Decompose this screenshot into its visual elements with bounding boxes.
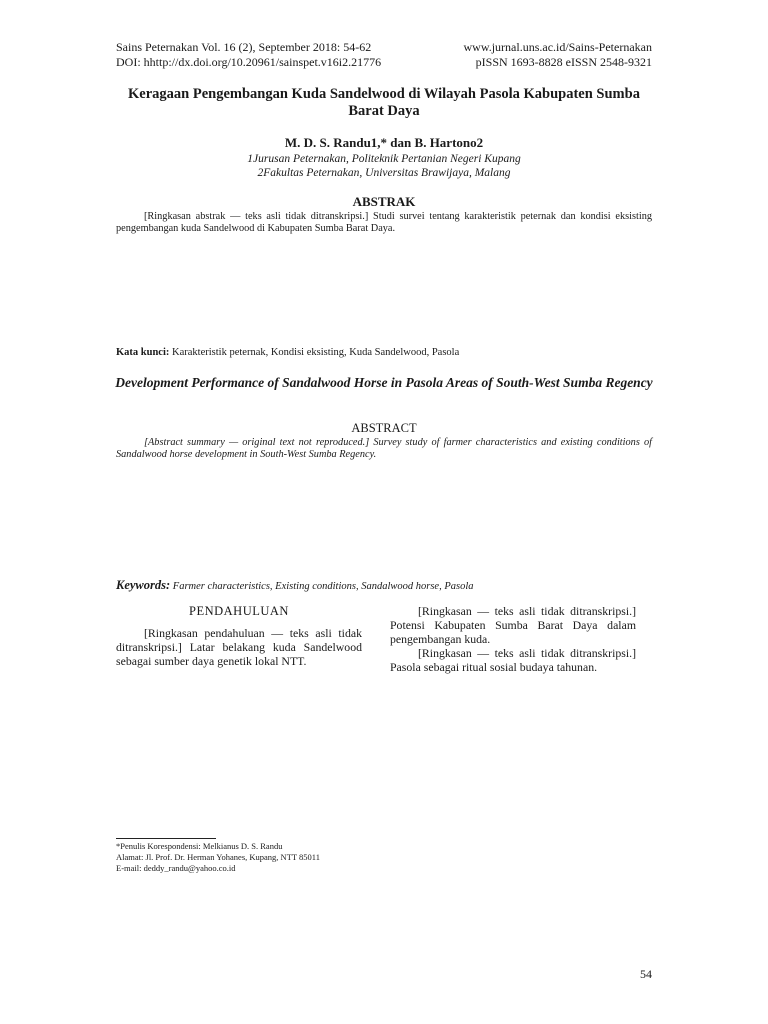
affiliation-1: 1Jurusan Peternakan, Politeknik Pertanian Negeri Kupang xyxy=(247,153,521,165)
journal-header xyxy=(116,40,652,70)
left-column xyxy=(116,604,362,668)
kata-kunci xyxy=(116,347,652,358)
doi[interactable]: DOI: hhttp://dx.doi.org/10.20961/sainspet.v16i2.21776 xyxy=(116,55,382,69)
kata-kunci-text: Karakteristik peternak, Kondisi eksisting, Kuda Sandelwood, Pasola xyxy=(172,347,460,358)
authors: M. D. S. Randu1,* dan B. Hartono2 xyxy=(284,135,484,150)
footnote-rule xyxy=(116,838,216,839)
issn: pISSN 1693-8828 eISSN 2548-9321 xyxy=(475,55,652,69)
intro-paragraph-1: [Ringkasan pendahuluan — teks asli tidak ditranskripsi.] Latar belakang kuda Sandelwood sebagai sumber daya genetik lokal NTT. xyxy=(116,626,362,669)
footnote-corresponding: *Penulis Korespondensi: Melkianus D. S. Randu xyxy=(116,841,283,851)
intro-paragraph-3: [Ringkasan — teks asli tidak ditranskripsi.] Pasola sebagai ritual sosial budaya tahunan. xyxy=(390,646,636,675)
journal-url[interactable]: www.jurnal.uns.ac.id/Sains-Peternakan xyxy=(463,40,652,54)
kata-kunci-label: Kata kunci: xyxy=(116,347,170,358)
intro-paragraph-2: [Ringkasan — teks asli tidak ditranskripsi.] Potensi Kabupaten Sumba Barat Daya dalam pengembangan kuda. xyxy=(390,604,636,647)
paper-title-en: Development Performance of Sandalwood Horse in Pasola Areas of South-West Sumba Regency xyxy=(115,375,653,390)
journal-citation: Sains Peternakan Vol. 16 (2), September 2018: 54-62 xyxy=(116,40,372,54)
paper-title: Keragaan Pengembangan Kuda Sandelwood di Wilayah Pasola Kabupaten Sumba Barat Daya xyxy=(128,86,640,119)
affiliation-2: 2Fakultas Peternakan, Universitas Brawijaya, Malang xyxy=(257,167,511,179)
abstrak-heading: ABSTRAK xyxy=(352,194,416,209)
abstrak-text: [Ringkasan abstrak — teks asli tidak ditranskripsi.] Studi survei tentang karakteristik peternak dan kondisi eksisting pengembangan kuda Sandelwood di Kabupaten Sumba Barat Daya. xyxy=(116,211,652,235)
keywords-label: Keywords: xyxy=(116,578,171,592)
footnote-address: Alamat: Jl. Prof. Dr. Herman Yohanes, Kupang, NTT 85011 xyxy=(116,852,320,862)
section-heading-pendahuluan: PENDAHULUAN xyxy=(189,604,289,618)
keywords xyxy=(116,578,652,593)
page-number: 54 xyxy=(640,967,652,981)
abstract-text: [Abstract summary — original text not reproduced.] Survey study of farmer characteristics and existing conditions of Sandalwood horse development in South-West Sumba Regency. xyxy=(116,437,652,461)
keywords-text: Farmer characteristics, Existing conditions, Sandalwood horse, Pasola xyxy=(172,581,474,592)
abstract-heading: ABSTRACT xyxy=(351,421,417,435)
right-column xyxy=(390,604,636,674)
footnote-email[interactable]: E-mail: deddy_randu@yahoo.co.id xyxy=(116,863,236,873)
